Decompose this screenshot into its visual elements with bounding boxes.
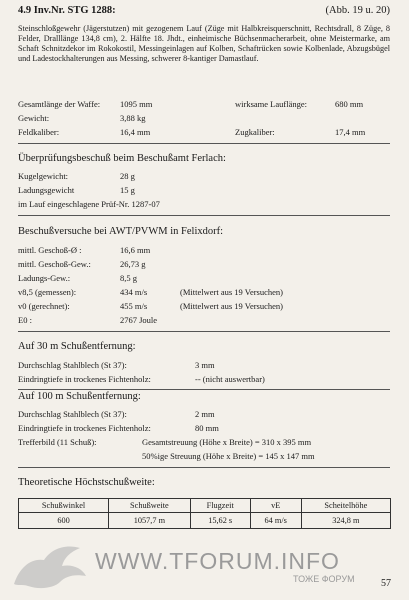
table-cell: 15,62 s [190, 513, 250, 529]
awt-note: (Mittelwert aus 19 Versuchen) [180, 287, 283, 297]
proof-heading: Überprüfungsbeschuß beim Beschußamt Ferlach: [18, 153, 226, 164]
spread-total: Gesamtstreuung (Höhe x Breite) = 310 x 395 mm [142, 437, 312, 447]
spec-label: Zugkaliber: [235, 127, 275, 137]
awt-value: 455 m/s [120, 301, 148, 311]
page-number: 57 [381, 578, 391, 589]
spec-value: 3,88 kg [120, 113, 146, 123]
table-cell: 64 m/s [250, 513, 301, 529]
awt-label: v8,5 (gemessen): [18, 287, 77, 297]
section-divider [18, 143, 390, 144]
awt-value: 2767 Joule [120, 315, 158, 325]
awt-label: mittl. Geschoß-Ø : [18, 245, 82, 255]
section-divider [18, 331, 390, 332]
range30-label: Durchschlag Stahlblech (St 37): [18, 360, 127, 370]
table-cell: 1057,7 m [109, 513, 191, 529]
awt-value: 16,6 mm [120, 245, 151, 255]
section-heading [18, 5, 390, 16]
awt-value: 8,5 g [120, 273, 137, 283]
watermark-sub: ТОЖЕ ФОРУМ [293, 574, 355, 584]
awt-note: (Mittelwert aus 19 Versuchen) [180, 301, 283, 311]
range100-value: 2 mm [195, 409, 215, 419]
range100-value: 80 mm [195, 423, 219, 433]
awt-label: mittl. Geschoß-Gew.: [18, 259, 91, 269]
proof-value: 15 g [120, 185, 135, 195]
spec-value: 680 mm [335, 99, 364, 109]
column-header: vE [250, 499, 301, 513]
max-range-heading: Theoretische Höchstschußweite: [18, 477, 155, 488]
griffin-watermark-icon [10, 536, 90, 592]
awt-label: E0 : [18, 315, 32, 325]
spec-value: 16,4 mm [120, 127, 151, 137]
watermark-site: WWW.TFORUM.INFO [95, 548, 340, 574]
section-divider [18, 389, 390, 390]
table-header-row [19, 499, 391, 513]
range30-heading: Auf 30 m Schußentfernung: [18, 341, 136, 352]
table-cell: 324,8 m [301, 513, 390, 529]
column-header: Schußweite [109, 499, 191, 513]
spec-label: Gesamtlänge der Waffe: [18, 99, 101, 109]
range30-value: 3 mm [195, 360, 215, 370]
table-cell: 600 [19, 513, 109, 529]
range30-label: Eindringtiefe in trockenes Fichtenholz: [18, 374, 151, 384]
awt-label: v0 (gerechnet): [18, 301, 70, 311]
spread-50: 50%ige Streuung (Höhe x Breite) = 145 x 147 mm [142, 451, 315, 461]
figure-reference: (Abb. 19 u. 20) [325, 5, 390, 16]
range30-value: -- (nicht auswertbar) [195, 374, 265, 384]
table-row [19, 513, 391, 529]
proof-value: 28 g [120, 171, 135, 181]
section-divider [18, 215, 390, 216]
column-header: Scheitelhöhe [301, 499, 390, 513]
section-divider [18, 467, 390, 468]
spec-value: 17,4 mm [335, 127, 366, 137]
range100-heading: Auf 100 m Schußentfernung: [18, 391, 141, 402]
awt-value: 434 m/s [120, 287, 148, 297]
spec-value: 1095 mm [120, 99, 153, 109]
column-header: Schußwinkel [19, 499, 109, 513]
max-range-table [18, 498, 391, 529]
spec-label: wirksame Lauflänge: [235, 99, 307, 109]
column-header: Flugzeit [190, 499, 250, 513]
awt-value: 26,73 g [120, 259, 146, 269]
proof-label: Ladungsgewicht [18, 185, 75, 195]
item-title: 4.9 Inv.Nr. STG 1288: [18, 5, 116, 16]
awt-label: Ladungs-Gew.: [18, 273, 71, 283]
awt-heading: Beschußversuche bei AWT/PVWM in Felixdorf: [18, 226, 224, 237]
range100-label: Durchschlag Stahlblech (St 37): [18, 409, 127, 419]
spec-label: Gewicht: [18, 113, 50, 123]
spec-label: Feldkaliber: [18, 127, 60, 137]
spread-label: Trefferbild (11 Schuß): [18, 437, 97, 447]
description-paragraph: Steinschloßgewehr (Jägerstutzen) mit gezogenem Lauf (Züge mit Halbkreisquerschnitt, Rechtsdrall, 8 Züge, 8 Felder, Dralllänge 134,8 cm), 2. Hälfte 18. Jhdt., einheimische Büchsenmacherarbeit, ohne Meistermarke, am Schaft Schnitzdekor im Rokokostil, Messingeinlagen auf Kolben, Schaftrücken sowie Kolbenlade, Abzugsbügel und Ladestockhalterungen aus Messing, schwerer 8-kantiger Damastlauf. [18, 24, 390, 63]
range100-label: Eindringtiefe in trockenes Fichtenholz: [18, 423, 151, 433]
proof-label: im Lauf eingeschlagene Prüf-Nr. 1287-07 [18, 199, 160, 209]
proof-label: Kugelgewicht: [18, 171, 69, 181]
